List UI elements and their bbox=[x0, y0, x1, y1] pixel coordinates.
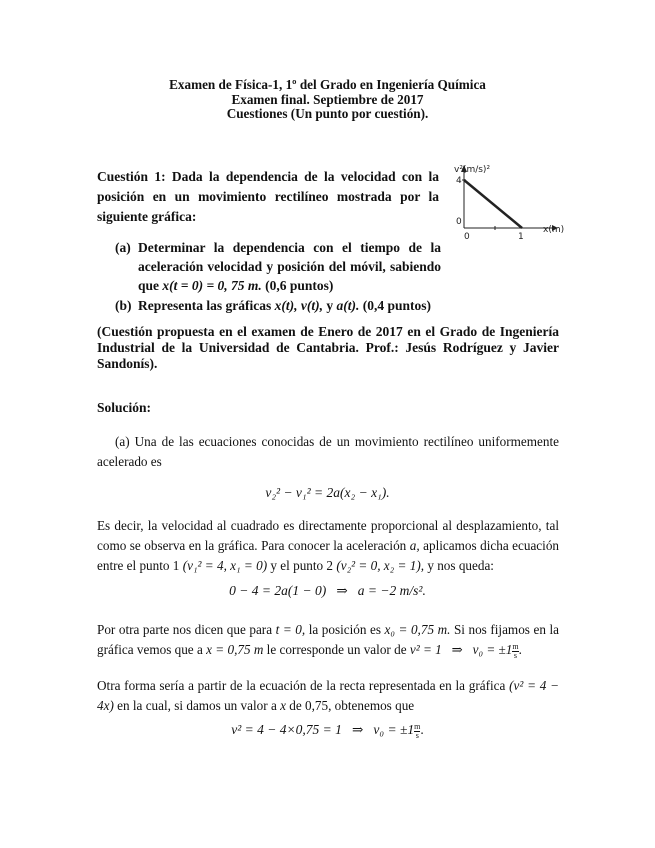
header-line-2: Examen final. Septiembre de 2017 bbox=[231, 91, 424, 107]
subitem-b bbox=[115, 296, 441, 315]
graph-y-label: v²(m/s)² bbox=[454, 165, 491, 175]
p3-v2-value: v² = 1 bbox=[409, 642, 442, 657]
solution-paragraph-1: (a) Una de las ecuaciones conocidas de un movimiento rectilíneo uniformemente acelerado es bbox=[97, 434, 559, 469]
v2-x-data-line bbox=[464, 180, 522, 228]
graph-x-tick-label: 1 bbox=[518, 232, 524, 240]
p2-accel-symbol: a, bbox=[409, 538, 420, 553]
header-line-3: Cuestiones (Un punto por cuestión). bbox=[226, 106, 429, 121]
equation-2-left: 0 − 4 = 2a(1 − 0) bbox=[229, 583, 327, 598]
exam-header bbox=[0, 78, 655, 122]
p3-text-e: Si nos fijamos en la gráfica vemos que a bbox=[97, 622, 559, 657]
graph-origin-x-label: 0 bbox=[464, 232, 470, 240]
p3-x-value: x = 0,75 m bbox=[206, 642, 264, 657]
graph-x-label: x(m) bbox=[543, 225, 565, 235]
subitem-b-label: (b) bbox=[115, 298, 132, 313]
subitem-a-text: Determinar la dependencia con el tiempo de la aceleración velocidad y posición del móvil, sabiendo que bbox=[138, 240, 441, 293]
graph-y-tick-label: 4 bbox=[456, 176, 462, 186]
question-1-statement: Cuestión 1: Dada la dependencia de la velocidad con la posición en un movimiento rectilíneo mostrada por la siguiente gráfica: bbox=[97, 169, 439, 224]
equation-3-left: v² = 4 − 4×0,75 = 1 bbox=[231, 722, 342, 737]
p3-x0: x₀ = 0,75 m. bbox=[384, 622, 451, 637]
equation-2 bbox=[0, 583, 655, 599]
solution-title: Solución: bbox=[97, 400, 152, 415]
equation-2-arrow-icon: ⇒ bbox=[336, 583, 348, 598]
subitem-b-func3: a(t). bbox=[336, 298, 360, 313]
subitem-b-points: (0,4 puntos) bbox=[362, 298, 431, 313]
equation-2-right: a = −2 m/s². bbox=[357, 583, 426, 598]
p4-text-c: en la cual, si damos un valor a bbox=[117, 698, 277, 713]
question-source-note: (Cuestión propuesta en el examen de Enero de 2017 en el Grado de Ingeniería Industrial de la Universidad de Cantabria. Prof.: Jesús Rodríguez y Javier Sandonís). bbox=[97, 324, 559, 371]
subitem-b-text: Representa las gráficas bbox=[138, 298, 272, 313]
p3-text-c: la posición es bbox=[308, 622, 381, 637]
solution-paragraph-3: Por otra parte nos dicen que para t = 0, la posición es x₀ = 0,75 m. Si nos fijamos en la gráfica vemos que a x = 0,75 m le corresponde un valor de v² = 1 ⇒ v₀ = ±1 $\frac{m}{s}$ . bbox=[97, 622, 559, 660]
subitem-a bbox=[115, 238, 441, 295]
p3-unit-fraction bbox=[512, 643, 518, 660]
subitem-b-and: y bbox=[326, 298, 334, 313]
p3-text-g: le corresponde un valor de bbox=[266, 642, 407, 657]
p2-point-2: (v₂² = 0, x₂ = 1), bbox=[336, 558, 425, 573]
p2-point-1: (v₁² = 4, x₁ = 0) bbox=[182, 558, 268, 573]
eq3-unit-num: m bbox=[414, 722, 421, 731]
subitem-a-condition: x(t = 0) = 0, 75 m. bbox=[162, 278, 262, 293]
p2-text-e: y el punto 2 bbox=[270, 558, 334, 573]
p4-line-equation: (v² = 4 − 4x) bbox=[97, 678, 560, 713]
p2-text-g: y nos queda: bbox=[427, 558, 494, 573]
p3-text-a: Por otra parte nos dicen que para bbox=[97, 622, 273, 637]
equation-1-text: v₂² − v₁² = 2a(x₂ − x₁). bbox=[265, 485, 390, 500]
subitem-a-points: (0,6 puntos) bbox=[265, 278, 334, 293]
p4-text-e: de 0,75, obtenemos que bbox=[289, 698, 415, 713]
solution-paragraph-4 bbox=[97, 676, 559, 716]
solution-paragraph-2 bbox=[97, 516, 559, 576]
equation-3-right: v₀ = ±1 bbox=[373, 722, 415, 737]
velocity-position-graph bbox=[452, 160, 566, 240]
p3-v0: v₀ = ±1 bbox=[472, 642, 513, 657]
p2-text-a: Es decir, la velocidad al cuadrado es directamente proporcional al desplazamiento, tal como se observa en la gráfica. Para conocer la aceleración bbox=[97, 518, 559, 553]
p4-x-symbol: x bbox=[280, 698, 286, 713]
eq3-unit-fraction bbox=[414, 723, 420, 740]
equation-3-arrow-icon: ⇒ bbox=[351, 722, 364, 737]
graph-origin-y-label: 0 bbox=[456, 217, 462, 227]
p3-unit-num: m bbox=[512, 642, 519, 651]
p2-text-c: aplicamos dicha ecuación entre el punto 1 bbox=[97, 538, 560, 573]
p3-time: t = 0, bbox=[275, 622, 306, 637]
p4-text-a: Otra forma sería a partir de la ecuación de la recta representada en la gráfica bbox=[97, 678, 506, 693]
p3-arrow-icon: ⇒ bbox=[451, 642, 463, 657]
question-subitems bbox=[115, 238, 441, 315]
eq3-unit-den: s bbox=[415, 731, 419, 740]
header-line-1: Examen de Física-1, 1º del Grado en Ingeniería Química bbox=[169, 77, 486, 92]
equation-1 bbox=[0, 485, 655, 501]
subitem-a-label: (a) bbox=[115, 240, 131, 255]
equation-3: v² = 4 − 4×0,75 = 1 ⇒ v₀ = ±1 $\frac{m}{s}$ . bbox=[231, 722, 424, 740]
p3-unit-den: s bbox=[513, 651, 518, 660]
subitem-b-functions: x(t), v(t), bbox=[274, 298, 323, 313]
